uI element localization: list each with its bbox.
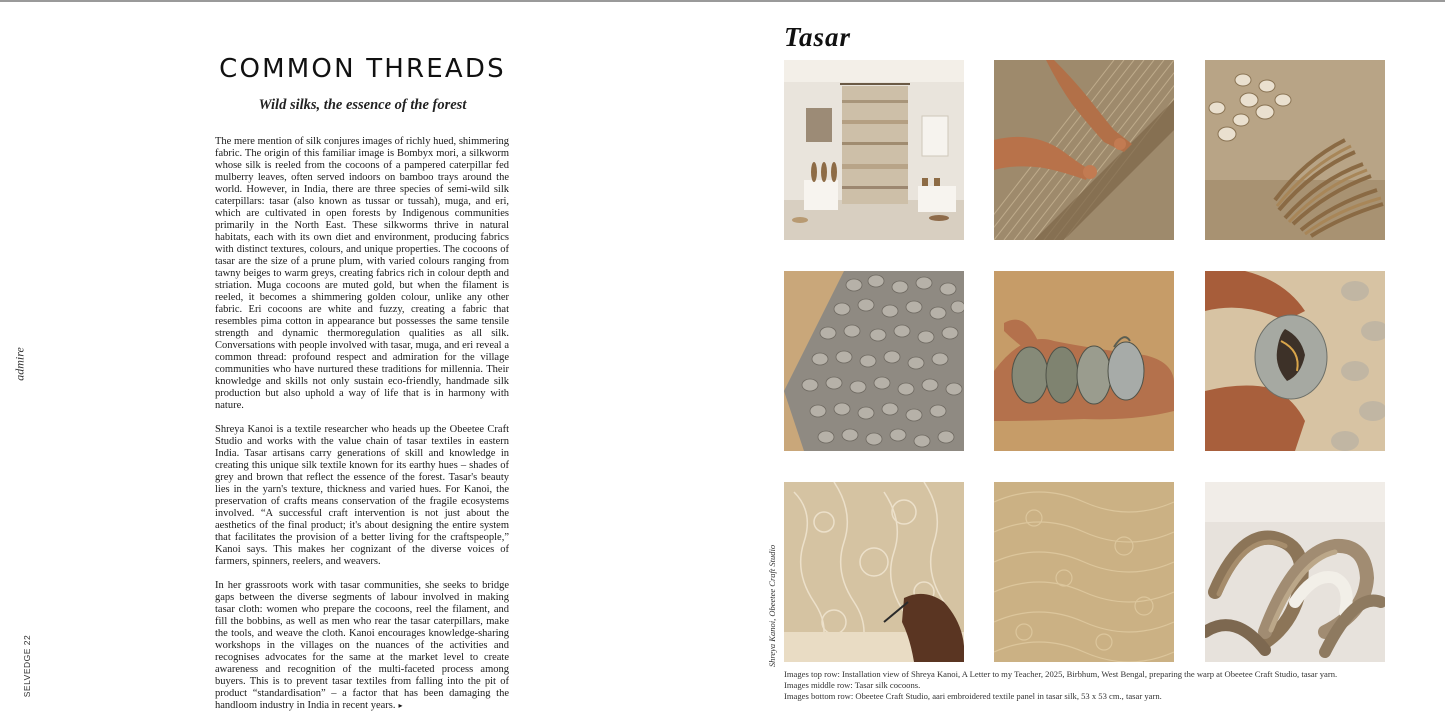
image-captions — [784, 669, 1337, 702]
body-paragraph: Shreya Kanoi is a textile researcher who heads up the Obeetee Craft Studio and works with the value chain of tasar textiles in eastern India. Tasar artisans carry generations of skill and knowledge in creating this unique silk textile known for its earthy hues – shades of grey and brown that reflect the essence of the forest. Tasar's beauty lies in the yarn's texture, thickness and varied hues. For Kanoi, the preservation of crafts means conservation of the fragile ecosystems involved. “A successful craft intervention is not just about the aesthetics of the final product; it's about designing the entire system that facilitates the provision of a better living for the craftspeople,” Kanoi says. This makes her cognizant of the diverse voices of farmers, spinners, reelers, and weavers. — [215, 424, 509, 567]
cocoons-in-hand-image — [994, 271, 1174, 451]
photo-opened-cocoon — [1205, 271, 1385, 451]
section-side-label: admire — [12, 347, 27, 381]
opened-cocoon-image — [1205, 271, 1385, 451]
photo-section-title: Tasar — [784, 22, 852, 52]
article-subtitle: Wild silks, the essence of the forest — [258, 97, 467, 113]
photo-embroidered-panel — [994, 482, 1174, 662]
caption-top-row: Images top row: Installation view of Shreya Kanoi, A Letter to my Teacher, 2025, Birbhum, West Bengal, preparing the warp at Obeetee Craft Studio, tasar yarn. — [784, 669, 1338, 679]
left-page — [0, 2, 722, 724]
photo-warp-preparation — [994, 60, 1174, 240]
caption-middle-row: Images middle row: Tasar silk cocoons. — [784, 680, 921, 690]
photo-yarn-hanks — [1205, 482, 1385, 662]
page-folio: SELVEDGE 22 — [22, 634, 32, 698]
photo-cocoons-in-hand — [994, 271, 1174, 451]
article-title: COMMON THREADS — [219, 54, 506, 84]
caption-bottom-row: Images bottom row: Obeetee Craft Studio, aari embroidered textile panel in tasar silk, 53 x 53 cm., tasar yarn. — [784, 691, 1162, 701]
tasar-yarn-skeins-image — [1205, 60, 1385, 240]
body-paragraph — [215, 580, 509, 712]
photo-credit: Shreya Kanoi, Obeetee Craft Studio — [767, 544, 777, 668]
article-body — [215, 136, 509, 712]
body-paragraph-text: In her grassroots work with tasar communities, she seeks to bridge gaps between the diverse segments of labour involved in making tasar cloth: women who prepare the cocoons, reel the filament, and fill the bobbins, as well as men who rear the tasar caterpillars, make the tools, and weave the cloth. Kanoi encourages knowledge-sharing workshops in the villages on the nuances of the activities and recognises advocates for the same at the market level to create awareness and recognition of the multi-faceted process among buyers. This is to prevent tasar textiles from falling into the pit of product “standardisation” – a factor that has been damaging the handloom industry in India in recent years. — [215, 580, 509, 711]
continue-arrow-icon: ▸ — [398, 701, 403, 710]
embroidery-in-progress-image — [784, 482, 964, 662]
embroidered-panel-image — [994, 482, 1174, 662]
photo-installation-view — [784, 60, 964, 240]
installation-view-image — [784, 60, 964, 240]
body-paragraph: The mere mention of silk conjures images of richly hued, shimmering fabric. The origin of this familiar image is Bombyx mori, a silkworm whose silk is reeled from the cocoons of a pampered caterpillar fed mulberry leaves, often served indoors on bamboo trays around the world. However, in India, there are three species of semi-wild silk caterpillars: tasar (also known as tussar or tussah), muga, and eri, which are cultivated in open forests by Indigenous communities primarily in the North East. These silkworms thrive in natural habitats, each with its own diet and environment, producing fabrics with distinct textures, colours, and unique properties. The cocoons of tasar are the size of a prune plum, with varied colours ranging from tawny beiges to warm greys, creating fabrics rich in colour depth and striation. Muga cocoons are muted gold, but when the filament is reeled, it becomes a shimmering golden colour, unlike any other fabric. Eri cocoons are white and fuzzy, creating a fabric that resembles pima cotton in appearance but possesses the same tensile strength and dynamic thermoregulation qualities as all silk. Conversations with people involved with tasar, muga, and eri reveal a common thread: profound respect and admiration for the village communities who have nurtured these traditions for millennia. Their knowledge and skills not only sustain eco-friendly, handmade silk production but also uphold a way of life that is in harmony with nature. — [215, 136, 509, 411]
cocoon-pile-image — [784, 271, 964, 451]
photo-tasar-yarn-skeins — [1205, 60, 1385, 240]
photo-embroidery-in-progress — [784, 482, 964, 662]
photo-cocoon-pile — [784, 271, 964, 451]
warp-preparation-image — [994, 60, 1174, 240]
yarn-hanks-image — [1205, 482, 1385, 662]
